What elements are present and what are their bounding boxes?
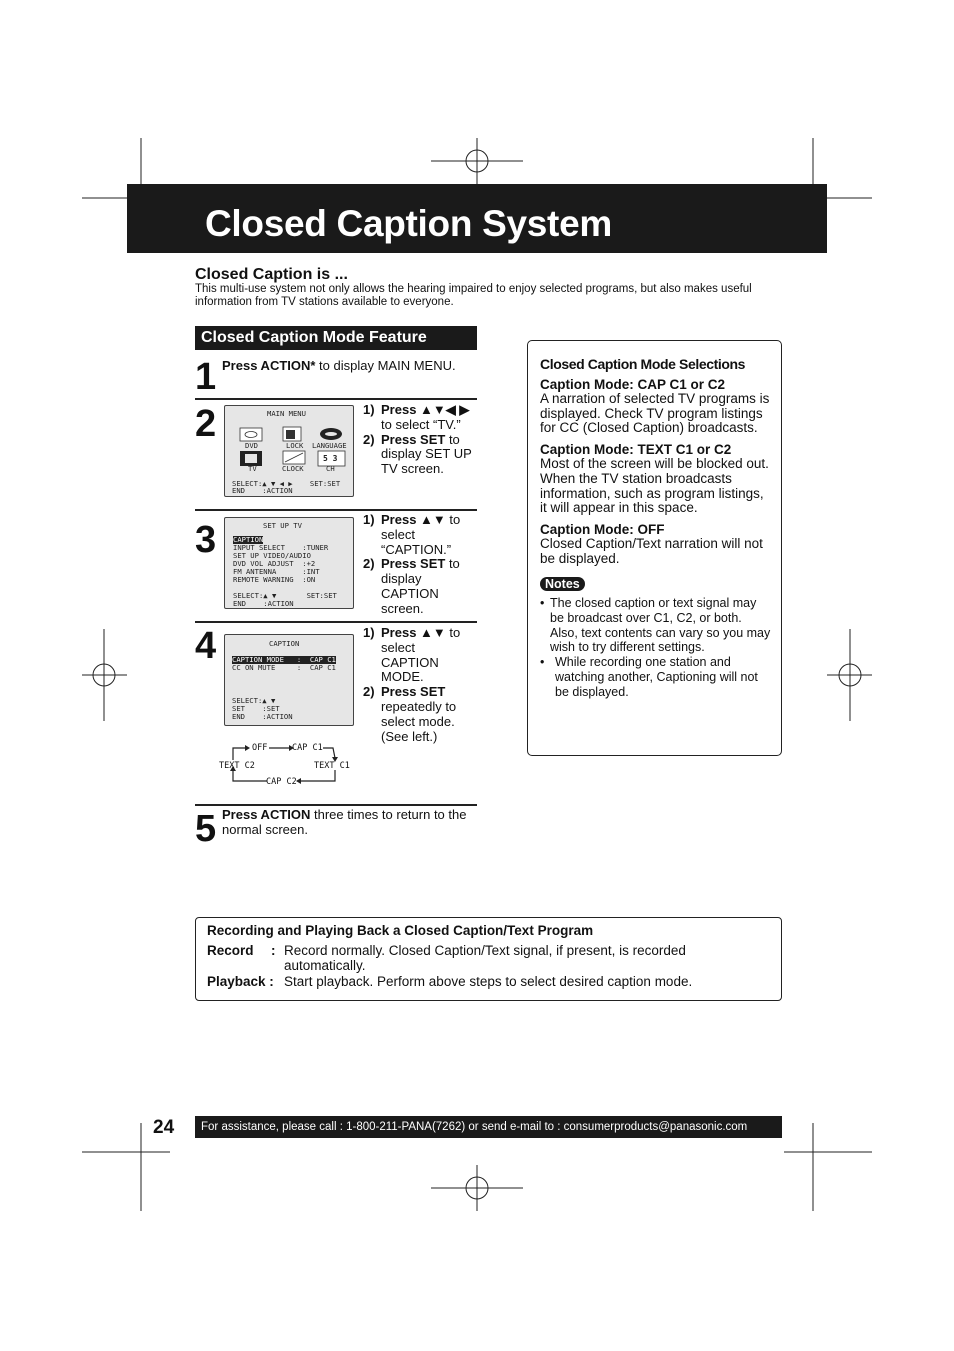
screen-select-line: SELECT:▲ ▼ ◀ ▶ SET:SET: [232, 479, 341, 488]
step-3-item-2-rest: to display CAPTION screen.: [381, 556, 460, 616]
step-4-item-2-rest: repeatedly to select mode. (See left.): [381, 698, 457, 744]
setup-row: DVD VOL ADJUST :+2: [233, 559, 316, 568]
setup-row: REMOTE WARNING :ON: [233, 575, 316, 584]
setup-tv-screen: [224, 517, 354, 609]
menu-tv-label: TV: [248, 464, 257, 473]
step-3-item-2-bold: Press SET: [381, 556, 446, 572]
step-3-item-1: [381, 513, 463, 557]
note-1-text: The closed caption or text signal may be broadcast over C1, C2, or both. Also, text contents can vary so you may wish to try different settings.: [550, 596, 771, 655]
step-4-item-2: [381, 685, 471, 744]
menu-lock-label: LOCK: [286, 441, 304, 450]
main-menu-screen: [224, 405, 354, 497]
step-2-number: 2: [195, 403, 217, 445]
screen-end-line: END :ACTION: [233, 599, 294, 608]
step-5-rest: three times to return to the normal screen.: [222, 807, 467, 837]
step-2-item-1-rest: to select “TV.”: [381, 416, 461, 432]
playback-text: Start playback. Perform above steps to select desired caption mode.: [284, 974, 693, 989]
divider: [195, 621, 477, 623]
step-4-item-2-bold: Press SET: [381, 684, 446, 700]
screen-select-line: SELECT:▲ ▼: [232, 696, 276, 705]
step-2-instructions: [363, 403, 477, 493]
step-3-item-1-num: 1): [363, 512, 375, 527]
screen-title: CAPTION: [269, 639, 300, 648]
step-1-number: 1: [195, 356, 217, 398]
step-3-number: 3: [195, 519, 217, 561]
footer-assistance: For assistance, please call : 1-800-211-PANA(7262) or send e-mail to : consumerproducts@panasonic.com: [195, 1116, 782, 1138]
note-1: [540, 596, 772, 655]
playback-label: Playback :: [207, 974, 274, 989]
step-4-item-1-num: 1): [363, 625, 375, 640]
step-5-number: 5: [195, 808, 217, 850]
divider: [195, 509, 477, 511]
record-colon: :: [271, 943, 276, 958]
screen-end-line: END :ACTION: [232, 712, 293, 721]
screen-end-line: END :ACTION: [232, 486, 293, 495]
step-2-item-2-num: 2): [363, 431, 375, 447]
mode-off-text: Closed Caption/Text narration will not be displayed.: [540, 535, 763, 566]
bullet: •: [540, 596, 545, 611]
note-2: [540, 655, 772, 699]
screen-title: MAIN MENU: [267, 409, 306, 418]
record-label: Record: [207, 943, 254, 958]
menu-ch-label: CH: [326, 464, 335, 473]
menu-clock-label: CLOCK: [282, 464, 304, 473]
step-3-instructions: [363, 513, 477, 617]
mode-selections: [540, 356, 772, 699]
step-5-text: [222, 808, 472, 838]
intro-heading: Closed Caption is ...: [195, 266, 348, 283]
cycle-cap-c2: CAP C2: [266, 777, 297, 787]
page-title: Closed Caption System: [205, 203, 612, 244]
caption-row-selected: CAPTION: [233, 535, 264, 544]
screen-set-line: SET :SET: [232, 704, 280, 713]
menu-language-label: LANGUAGE: [312, 441, 347, 450]
step-1-text: [222, 359, 477, 374]
mode-text-text: Most of the screen will be blocked out. When the TV station broadcasts information, such as program listings, it will appear in this space.: [540, 456, 769, 516]
screen-title: SET UP TV: [263, 521, 302, 530]
step-3-item-1-bold: Press ▲▼: [381, 512, 446, 527]
cycle-text-c2: TEXT C2: [219, 761, 255, 771]
mode-cap-title: Caption Mode: CAP C1 or C2: [540, 377, 726, 392]
page-number: 24: [153, 1117, 175, 1138]
caption-mode-row-selected: CAPTION MODE : CAP C1: [232, 655, 336, 664]
screen-select-line: SELECT:▲ ▼ SET:SET: [233, 591, 337, 600]
feature-heading: Closed Caption Mode Feature: [195, 326, 477, 350]
step-5-bold: Press ACTION: [222, 807, 311, 822]
bullet: •: [540, 655, 545, 670]
step-4-item-1-rest: to select CAPTION MODE.: [381, 625, 461, 685]
intro-text: This multi-use system not only allows the hearing impaired to enjoy selected programs, but also makes useful information from TV stations available to everyone.: [195, 283, 752, 308]
step-4-item-1-bold: Press ▲▼: [381, 625, 446, 640]
step-1-rest: to display MAIN MENU.: [315, 358, 456, 373]
step-3-item-2: [381, 557, 469, 616]
notes-badge: Notes: [540, 577, 585, 591]
divider: [195, 398, 477, 400]
caption-screen: [224, 634, 354, 726]
step-2-item-1: [381, 403, 477, 433]
cc-mute-row: CC ON MUTE : CAP C1: [232, 663, 336, 672]
menu-dvd-label: DVD: [245, 441, 258, 450]
step-2-item-2: [381, 433, 477, 477]
setup-row: FM ANTENNA :INT: [233, 567, 320, 576]
cycle-off: OFF: [252, 743, 268, 753]
step-2-item-2-bold: Press SET: [381, 431, 446, 447]
setup-row: SET UP VIDEO/AUDIO: [233, 551, 311, 560]
step-2-item-1-num: 1): [363, 402, 375, 417]
step-2-item-2-rest: to display SET UP TV screen.: [381, 431, 472, 477]
step-4-item-2-num: 2): [363, 684, 375, 700]
step-4-number: 4: [195, 625, 217, 667]
note-2-text: While recording one station and watching another, Captioning will not be displayed.: [555, 655, 758, 699]
step-1-bold: Press ACTION*: [222, 358, 316, 373]
divider: [195, 804, 477, 806]
mode-text-title: Caption Mode: TEXT C1 or C2: [540, 442, 732, 458]
cycle-text-c1: TEXT C1: [314, 761, 350, 771]
recording-heading: Recording and Playing Back a Closed Caption/Text Program: [207, 923, 594, 938]
step-3-item-2-num: 2): [363, 556, 375, 572]
step-2-item-1-bold: Press ▲▼◀ ▶: [381, 402, 470, 417]
setup-row: INPUT SELECT :TUNER: [233, 543, 329, 552]
mode-off-title: Caption Mode: OFF: [540, 521, 665, 537]
step-3-item-1-rest: to select “CAPTION.”: [381, 512, 461, 557]
cycle-cap-c1: CAP C1: [292, 743, 323, 753]
record-text: Record normally. Closed Caption/Text signal, if present, is recorded automatically.: [284, 943, 686, 973]
mode-cap-text: A narration of selected TV programs is displayed. Check TV program listings for CC (Closed Caption) broadcasts.: [540, 391, 770, 436]
channel-icon-label: 5 3: [323, 454, 338, 463]
selections-heading: Closed Caption Mode Selections: [540, 356, 746, 372]
step-4-item-1: [381, 626, 463, 685]
step-4-instructions: [363, 626, 477, 746]
